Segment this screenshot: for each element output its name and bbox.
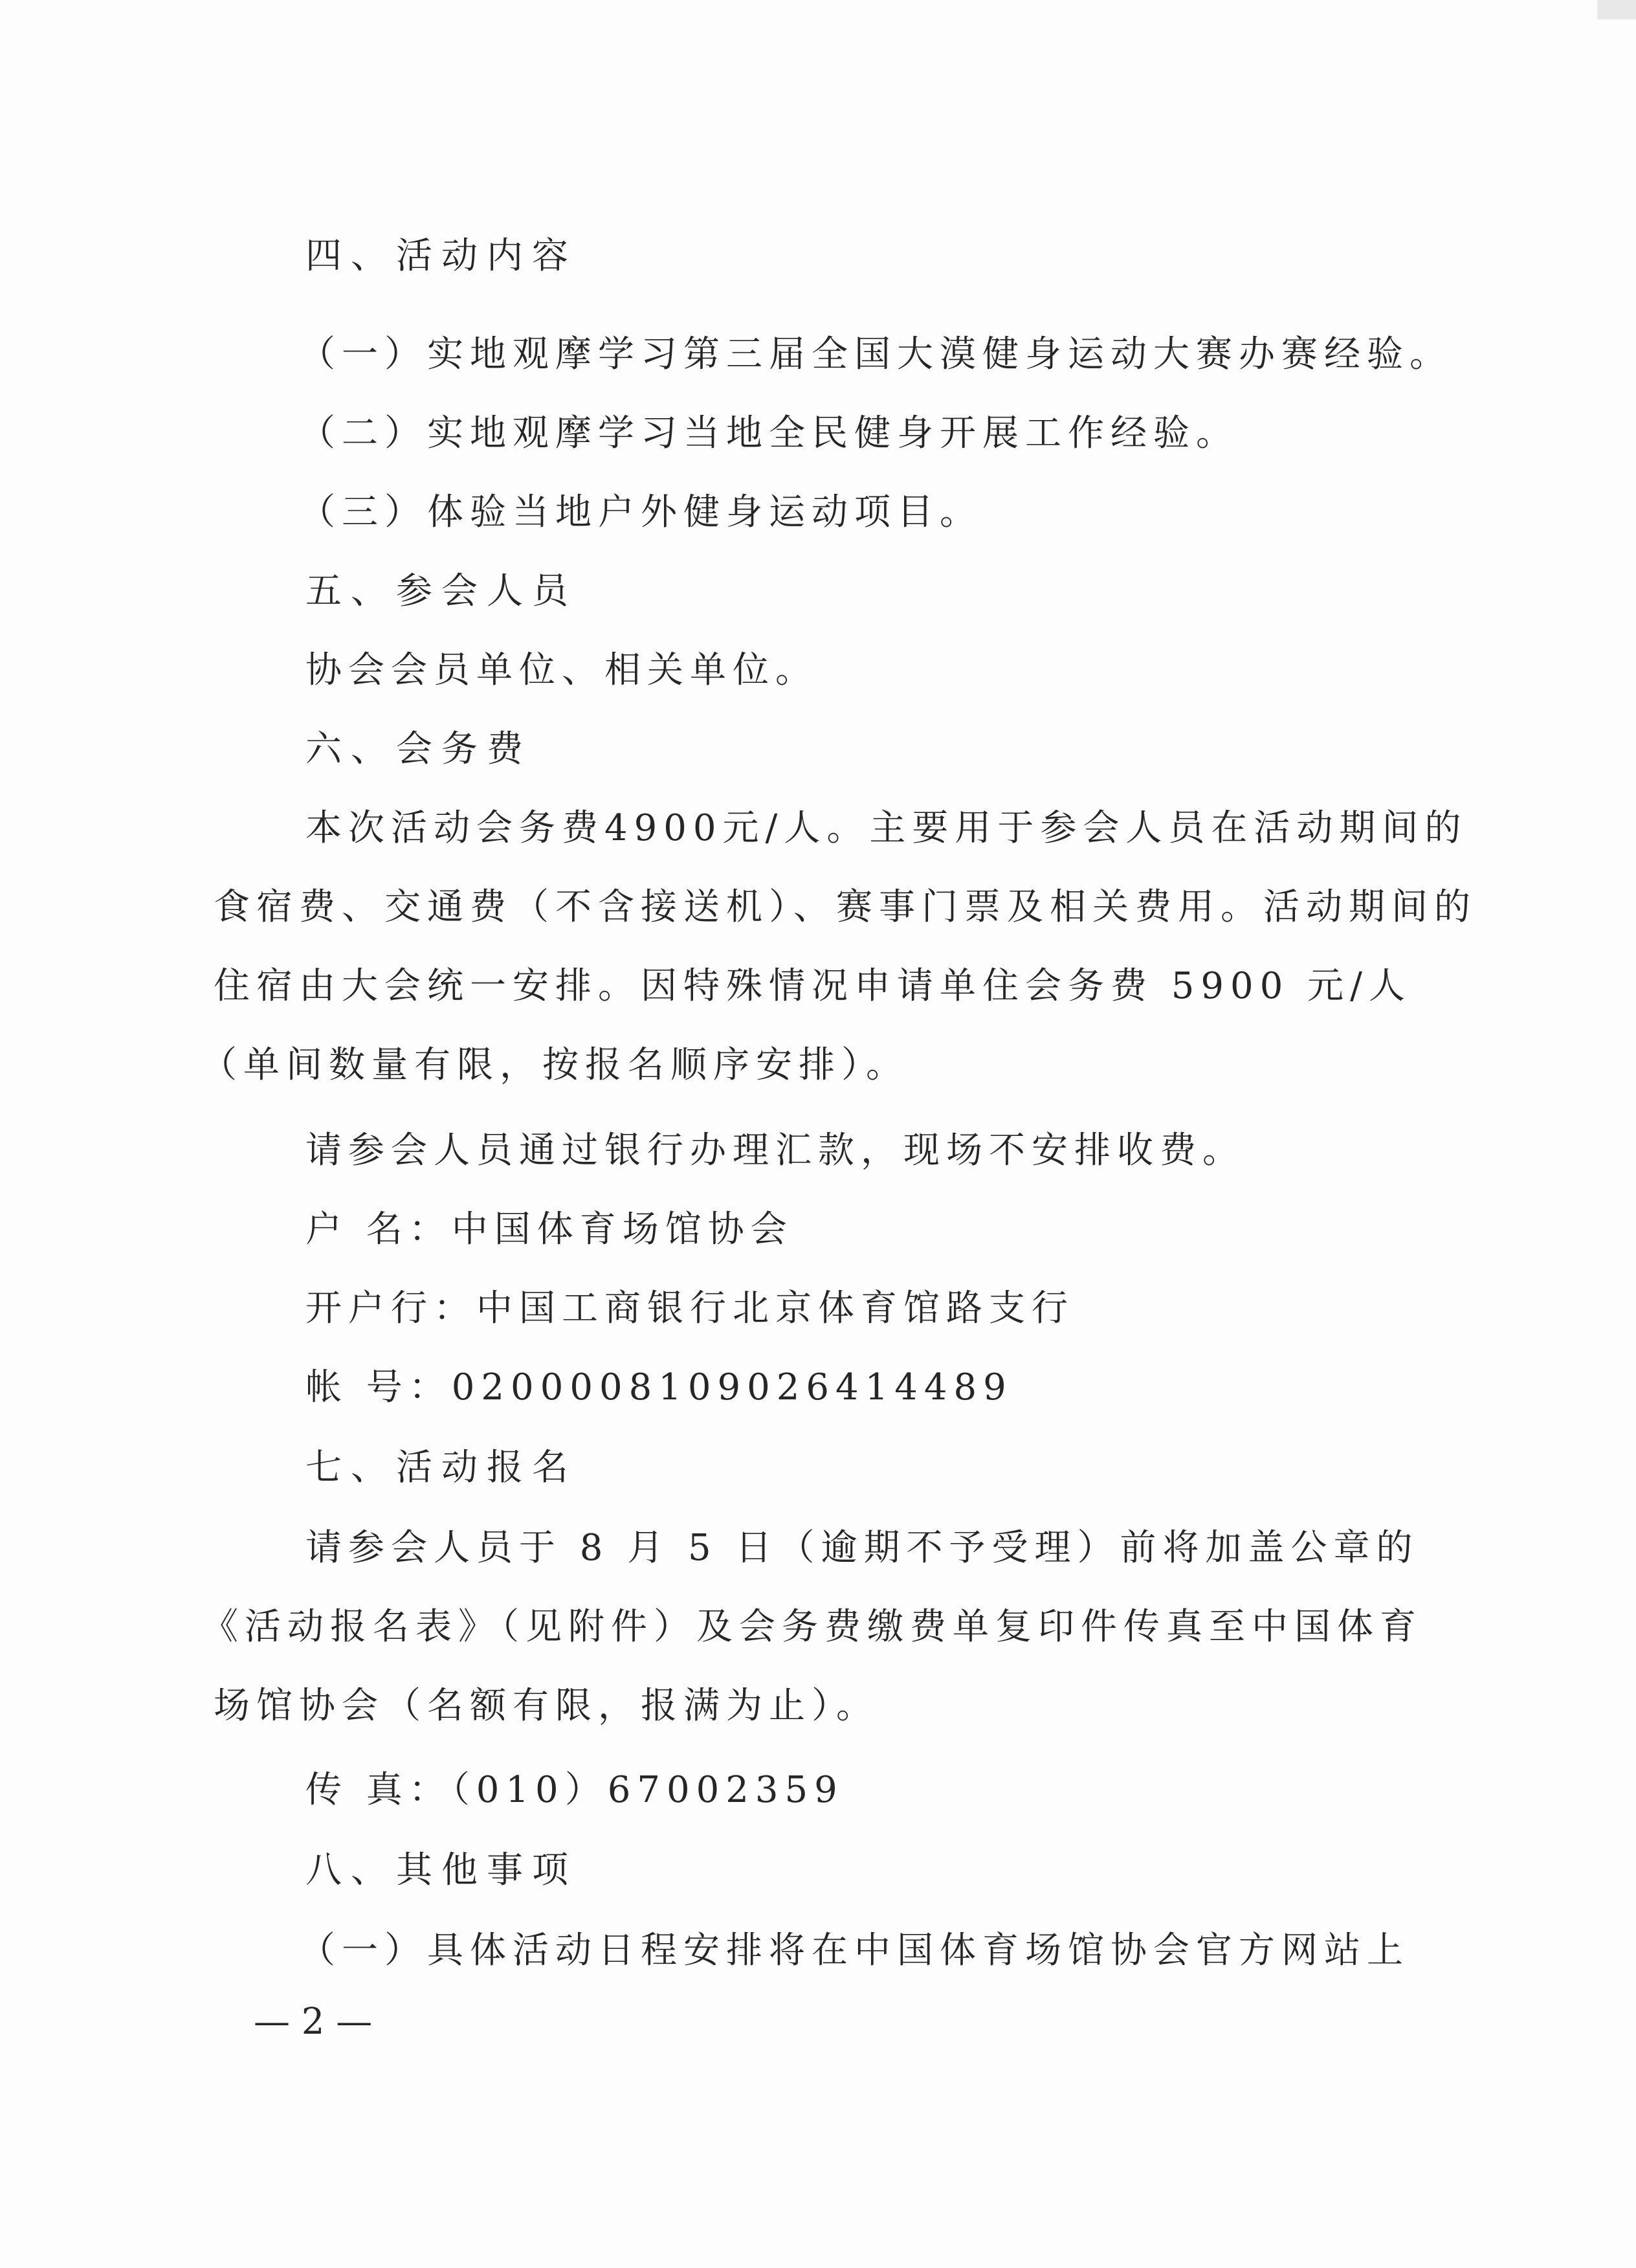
bank-name: 开户行：中国工商银行北京体育馆路支行 (305, 1287, 1074, 1329)
section-heading-fees: 六、会务费 (305, 728, 532, 770)
section-heading-registration: 七、活动报名 (305, 1447, 577, 1489)
scan-edge-mark (1597, 0, 1636, 19)
section-heading-participants: 五、参会人员 (305, 570, 577, 612)
payment-instruction: 请参会人员通过银行办理汇款，现场不安排收费。 (305, 1129, 1245, 1172)
fees-paragraph-line-2: 食宿费、交通费（不含接送机）、赛事门票及相关费用。活动期间的 (214, 886, 1477, 928)
activity-item-3: （三）体验当地户外健身运动项目。 (299, 491, 982, 533)
other-matters-item-1: （一）具体活动日程安排将在中国体育场馆协会官方网站上 (299, 1929, 1409, 1972)
page-number: — 2 — (254, 2001, 373, 2043)
fees-paragraph-line-3: 住宿由大会统一安排。因特殊情况申请单住会务费 5900 元/人 (214, 965, 1411, 1007)
fax-number: 传 真：（010）67002359 (305, 1769, 844, 1811)
section-heading-other-matters: 八、其他事项 (305, 1849, 577, 1891)
registration-paragraph-line-3: 场馆协会（名额有限，报满为止）。 (214, 1685, 879, 1727)
fees-paragraph-line-1: 本次活动会务费4900元/人。主要用于参会人员在活动期间的 (305, 807, 1468, 849)
account-number: 帐 号：0200008109026414489 (305, 1366, 1013, 1408)
participants-text: 协会会员单位、相关单位。 (305, 649, 818, 691)
fees-paragraph-line-4: （单间数量有限，按报名顺序安排）。 (201, 1044, 909, 1086)
activity-item-2: （二）实地观摩学习当地全民健身开展工作经验。 (299, 412, 1239, 454)
registration-paragraph-line-2: 《活动报名表》（见附件）及会务费缴费单复印件传真至中国体育 (202, 1606, 1422, 1648)
registration-paragraph-line-1: 请参会人员于 8 月 5 日（逾期不予受理）前将加盖公章的 (305, 1527, 1419, 1569)
section-heading-activity-content: 四、活动内容 (305, 235, 577, 277)
activity-item-1: （一）实地观摩学习第三届全国大漠健身运动大赛办赛经验。 (299, 333, 1452, 375)
account-name: 户 名：中国体育场馆协会 (305, 1208, 793, 1251)
